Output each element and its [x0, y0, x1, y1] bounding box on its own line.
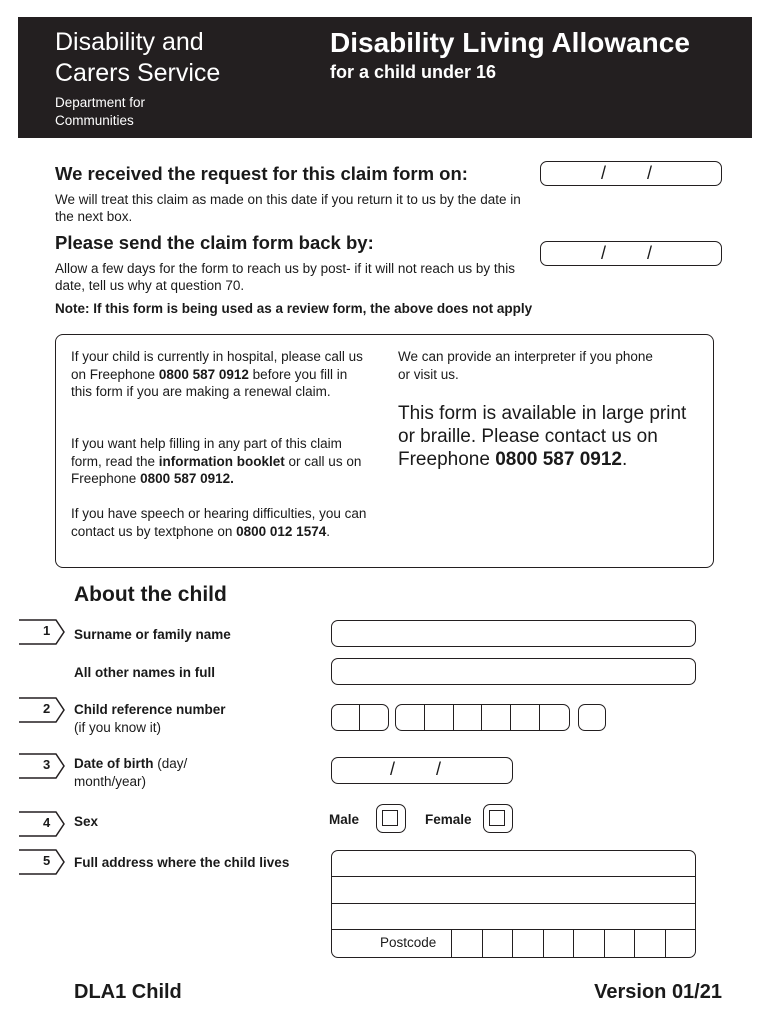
received-text: We will treat this claim as made on this date if you return it to us by the date in the next box. — [55, 192, 521, 224]
send-back-text: Allow a few days for the form to reach us by post- if it will not reach us by this date, tell us why at question 70. — [55, 261, 515, 293]
department-line2: Communities — [55, 113, 134, 128]
help-paragraph: If you want help filling in any part of this claim form, read the information booklet or call us on Freephone 0800 587 0912. — [71, 436, 362, 486]
question-number: 5 — [43, 853, 51, 868]
reference-cells-group-3[interactable] — [578, 704, 606, 731]
address-line-divider — [332, 876, 695, 877]
child-reference-label: Child reference number (if you know it) — [74, 702, 226, 735]
form-code: DLA1 Child — [74, 981, 182, 1003]
form-version: Version 01/21 — [594, 981, 722, 1003]
question-3-marker — [18, 752, 66, 780]
child-reference-hint: (if you know it) — [74, 720, 162, 735]
interpreter-paragraph: We can provide an interpreter if you phone or visit us. — [398, 349, 653, 382]
reference-cell[interactable] — [332, 705, 360, 730]
postcode-cell[interactable] — [543, 930, 574, 958]
speech-paragraph: If you have speech or hearing difficulties, you can contact us by textphone on 0800 012 1574. — [71, 506, 367, 539]
question-5-marker — [18, 848, 66, 876]
postcode-cells[interactable] — [451, 930, 695, 958]
form-subtitle: for a child under 16 — [330, 62, 497, 82]
help-phone: 0800 587 0912. — [140, 471, 234, 486]
question-number: 3 — [43, 757, 51, 772]
surname-field[interactable] — [331, 620, 696, 647]
date-separator: / — [647, 243, 653, 263]
postcode-cell[interactable] — [482, 930, 513, 958]
female-checkbox[interactable] — [483, 804, 513, 833]
arrow-marker-icon — [18, 752, 66, 780]
other-names-field[interactable] — [331, 658, 696, 685]
postcode-label: Postcode — [380, 935, 437, 950]
postcode-cell[interactable] — [665, 930, 696, 958]
reference-cell[interactable] — [579, 705, 605, 730]
female-label: Female — [425, 812, 472, 827]
organisation-name — [55, 27, 285, 89]
question-2-marker — [18, 696, 66, 724]
department-line1: Department for — [55, 95, 146, 110]
information-box — [55, 334, 714, 568]
other-names-label: All other names in full — [74, 665, 216, 680]
received-heading: We received the request for this claim form on: — [55, 163, 468, 184]
reference-cells-group-1[interactable] — [331, 704, 389, 731]
send-back-heading: Please send the claim form back by: — [55, 232, 374, 253]
information-booklet-ref: information booklet — [158, 453, 285, 469]
arrow-marker-icon — [18, 810, 66, 838]
question-number: 4 — [43, 815, 51, 830]
postcode-cell[interactable] — [512, 930, 543, 958]
organisation-name-line2: Carers Service — [55, 59, 221, 87]
date-of-birth-hint: (day/ month/year) — [74, 756, 188, 789]
question-number: 1 — [43, 623, 51, 638]
department-name — [55, 94, 215, 130]
header-band — [18, 17, 752, 138]
reference-cells-group-2[interactable] — [395, 704, 570, 731]
surname-label: Surname or family name — [74, 627, 231, 642]
reference-cell[interactable] — [511, 705, 540, 730]
female-checkbox-square — [489, 810, 505, 826]
date-of-birth-label: Date of birth (day/ month/year) — [74, 756, 188, 789]
date-separator: / — [390, 759, 396, 779]
arrow-marker-icon — [18, 618, 66, 646]
reference-cell[interactable] — [482, 705, 511, 730]
date-separator: / — [647, 163, 653, 183]
reference-cell[interactable] — [540, 705, 569, 730]
postcode-cell[interactable] — [634, 930, 665, 958]
large-print-paragraph: This form is available in large print or braille. Please contact us on Freephone 0800 587 0912. — [398, 403, 687, 470]
question-4-marker — [18, 810, 66, 838]
hospital-phone: 0800 587 0912 — [158, 366, 249, 382]
address-line-divider — [332, 903, 695, 904]
review-note: Note: If this form is being used as a review form, the above does not apply — [55, 301, 533, 316]
textphone-number: 0800 012 1574 — [236, 523, 327, 539]
reference-cell[interactable] — [396, 705, 425, 730]
reference-cell[interactable] — [360, 705, 388, 730]
arrow-marker-icon — [18, 848, 66, 876]
reference-cell[interactable] — [425, 705, 454, 730]
address-field[interactable] — [331, 850, 696, 958]
male-label: Male — [329, 812, 360, 827]
hospital-paragraph: If your child is currently in hospital, please call us on Freephone 0800 587 0912 before you fill in this form if you are making a renewal claim. — [71, 349, 363, 399]
question-1-marker — [18, 618, 66, 646]
organisation-name-line1: Disability and — [55, 28, 204, 56]
sex-label: Sex — [74, 814, 99, 829]
section-title: About the child — [74, 583, 227, 606]
send-back-date-field[interactable] — [540, 241, 722, 266]
question-number: 2 — [43, 701, 51, 716]
arrow-marker-icon — [18, 696, 66, 724]
received-date-field[interactable] — [540, 161, 722, 186]
postcode-cell[interactable] — [573, 930, 604, 958]
male-checkbox-square — [382, 810, 398, 826]
large-print-phone: 0800 587 0912 — [495, 449, 622, 470]
date-separator: / — [601, 163, 607, 183]
postcode-cell[interactable] — [451, 930, 482, 958]
date-separator: / — [436, 759, 442, 779]
male-checkbox[interactable] — [376, 804, 406, 833]
date-separator: / — [601, 243, 607, 263]
address-label: Full address where the child lives — [74, 855, 290, 870]
form-title: Disability Living Allowance — [330, 27, 690, 58]
reference-cell[interactable] — [454, 705, 483, 730]
date-of-birth-field[interactable] — [331, 757, 513, 784]
postcode-cell[interactable] — [604, 930, 635, 958]
